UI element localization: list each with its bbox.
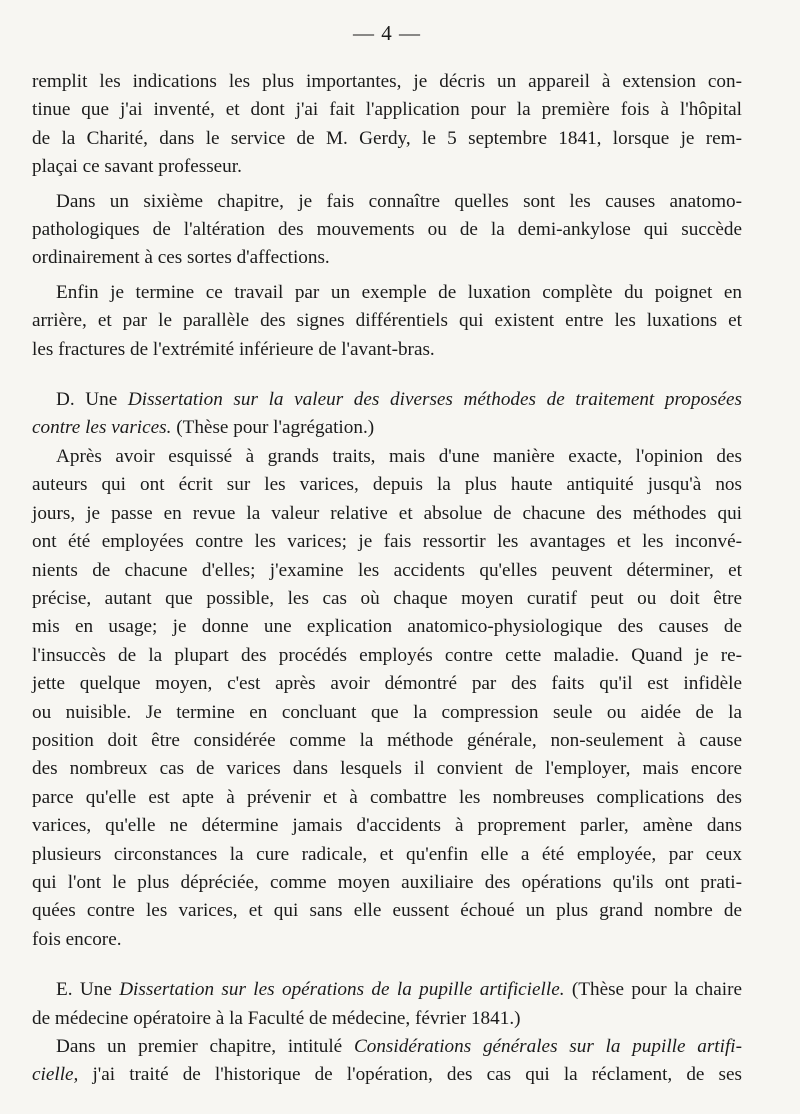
text-line: remplit les indications les plus importantes, je décris un appareil à extension con- [32, 71, 742, 92]
text-line: ou nuisible. Je termine en concluant que la compression seule ou aidée de la [32, 701, 742, 723]
text-line: jours, je passe en revue la valeur relative et absolue de chacune des méthodes qui [32, 502, 742, 524]
section-e-body [32, 1033, 742, 1090]
paragraph-1 [32, 68, 742, 182]
paragraph-3 [32, 279, 742, 364]
section-d-title: Dissertation sur la valeur des diverses méthodes de traitement proposées [127, 389, 743, 411]
section-d-label: D. Une [56, 389, 118, 411]
text-line: plusieurs circonstances la cure radicale, et qu'enfin elle a été employée, par ceux [32, 843, 742, 865]
text-line: auteurs qui ont écrit sur les varices, depuis la plus haute antiquité jusqu'à nos [32, 474, 742, 496]
text-line: nients de chacune d'elles; j'examine les accidents qu'elles peuvent déterminer, et [32, 559, 742, 581]
section-d-title-line-1 [32, 386, 742, 414]
section-e-title-line-1 [32, 976, 742, 1004]
section-d-title-line-2 [32, 414, 742, 442]
section-d-body [32, 443, 742, 954]
text-line: pathologiques de l'altération des mouvements ou de la demi-ankylose qui succède [32, 219, 742, 241]
section-d-note: (Thèse pour l'agrégation.) [176, 417, 375, 439]
text-line: ordinairement à ces sortes d'affections. [32, 247, 330, 269]
text-line: quées contre les varices, et qui sans elle eussent échoué un plus grand nombre de [32, 900, 742, 922]
text-line: Dans un sixième chapitre, je fais connaître quelles sont les causes anatomo- [56, 190, 742, 212]
text-line: position doit être considérée comme la méthode générale, non-seulement à cause [32, 729, 742, 751]
text-line [32, 1061, 742, 1089]
text-line: Enfin je termine ce travail par un exemple de luxation complète du poignet en [56, 281, 742, 303]
text-line: varices, qu'elle ne détermine jamais d'accidents à proprement parler, amène dans [32, 815, 742, 837]
text-line: qui l'ont le plus dépréciée, comme moyen auxiliaire des opérations qu'ils ont prati- [32, 871, 742, 893]
page-number: — 4 — [353, 21, 421, 45]
text-line: jette quelque moyen, c'est après avoir démontré par des faits qu'il est infidèle [32, 673, 742, 695]
text-line: de la Charité, dans le service de M. Gerdy, le 5 septembre 1841, lorsque je rem- [32, 127, 742, 149]
text-line [32, 1033, 742, 1061]
section-e-body-pre: Dans un premier chapitre, intitulé [56, 1036, 343, 1057]
section-e-title-line-2: de médecine opératoire à la Faculté de médecine, février 1841.) [32, 1007, 521, 1029]
text-line: Après avoir esquissé à grands traits, mais d'une manière exacte, l'opinion des [56, 445, 742, 467]
text-line: tinue que j'ai inventé, et dont j'ai fait l'application pour la première fois à l'hôpital [32, 99, 742, 121]
text-line: l'insuccès de la plupart des procédés employés contre cette maladie. Quand je re- [32, 644, 742, 666]
text-line: les fractures de l'extrémité inférieure de l'avant-bras. [32, 338, 435, 360]
section-e-body-post: j'ai traité de l'historique de l'opération, des cas qui la réclament, de ses [92, 1064, 743, 1086]
section-d-title-cont: contre les varices. [32, 417, 172, 439]
section-e-heading [32, 976, 742, 1033]
section-e-label: E. Une [56, 979, 112, 1001]
section-e-body-italic: Considérations générales sur la pupille artifi- [353, 1036, 743, 1057]
text-line: fois encore. [32, 928, 122, 950]
text-line: ont été employées contre les varices; je fais ressortir les avantages et les inconvé- [32, 531, 742, 553]
text-line: précise, autant que possible, les cas où chaque moyen curatif peut ou doit être [32, 587, 742, 609]
text-line: des nombreux cas de varices dans lesquels il convient de l'employer, mais encore [32, 758, 742, 780]
text-line: parce qu'elle est apte à prévenir et à combattre les nombreuses complications des [32, 786, 742, 808]
text-line: plaçai ce savant professeur. [32, 156, 242, 178]
section-e-note: (Thèse pour la chaire [571, 979, 743, 1001]
text-line: arrière, et par le parallèle des signes différentiels qui existent entre les luxations et [32, 310, 742, 332]
section-e-body-italic-cont: cielle, [32, 1064, 79, 1086]
section-e-title: Dissertation sur les opérations de la pupille artificielle. [119, 979, 565, 1001]
section-d-heading [32, 386, 742, 443]
text-line: mis en usage; je donne une explication anatomico-physiologique des causes de [32, 616, 742, 638]
paragraph-2 [32, 188, 742, 273]
